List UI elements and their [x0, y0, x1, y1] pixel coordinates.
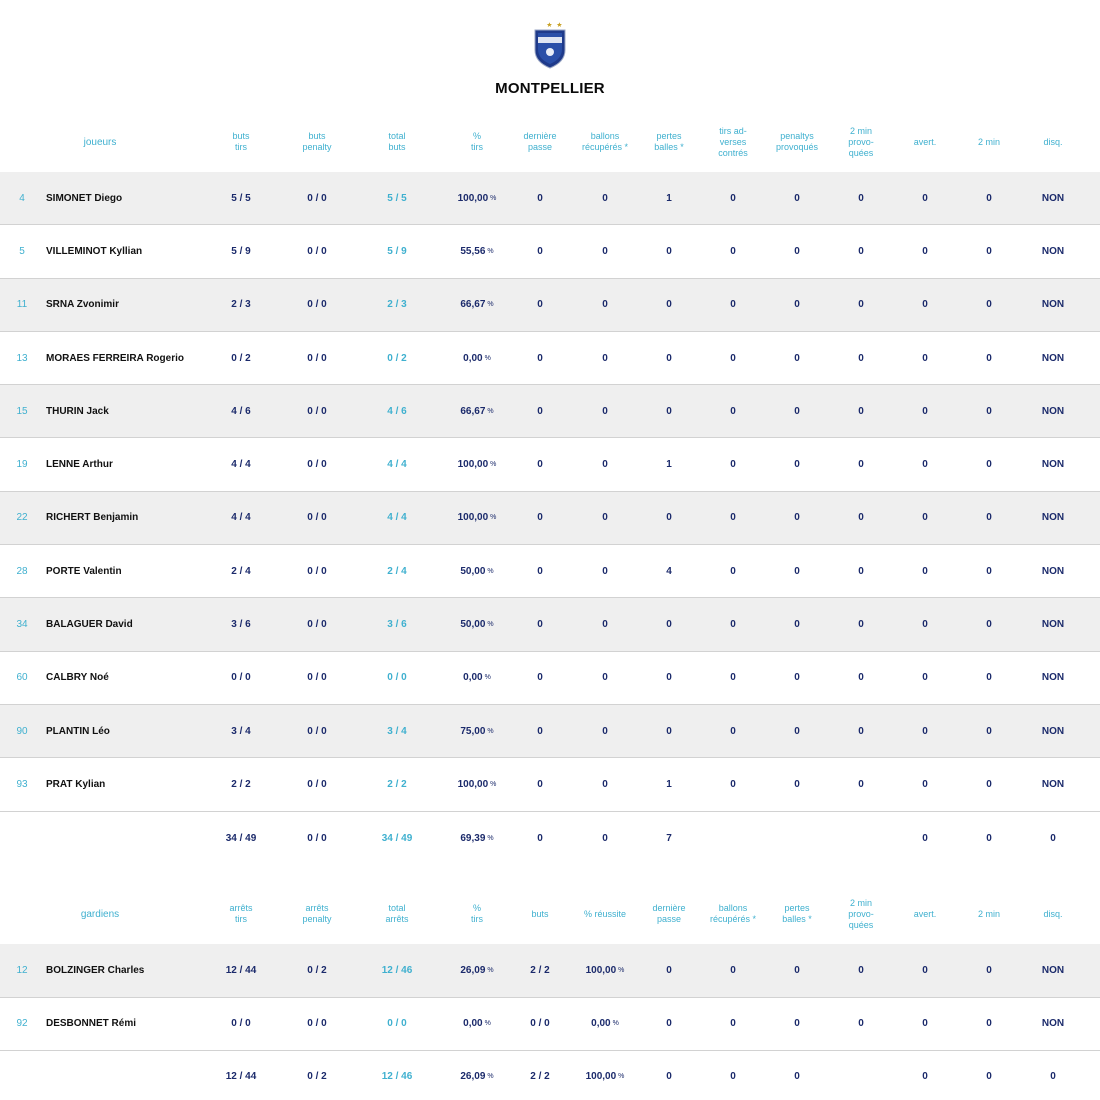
- player-tac: 0: [730, 565, 736, 577]
- player-tac: 0: [730, 245, 736, 257]
- keeper-dp: 0: [666, 1018, 672, 1030]
- keeper-mp: 0: [858, 1018, 864, 1030]
- player-mp: 0: [858, 778, 864, 790]
- player-br: 0: [602, 405, 608, 417]
- keepers-header-col: dernière passe: [652, 903, 686, 924]
- player-total: 2 / 2: [387, 778, 407, 790]
- player-penalty: 0 / 0: [307, 459, 327, 471]
- players-header-col: buts penalty: [302, 131, 332, 152]
- players-header-col: 2 min provo- quées: [848, 125, 874, 158]
- keepers-total-avert: 0: [922, 1070, 928, 1082]
- player-dp: 0: [537, 565, 543, 577]
- players-total-pp: [766, 812, 828, 864]
- player-number: 5: [19, 245, 25, 257]
- player-mp: 0: [858, 512, 864, 524]
- keepers-total-arrets: 12 / 44: [225, 1070, 257, 1082]
- player-mp: 0: [858, 725, 864, 737]
- player-br: 0: [602, 725, 608, 737]
- player-number: 15: [16, 405, 28, 417]
- player-row: [0, 545, 1100, 598]
- keeper-avert: 0: [922, 1018, 928, 1030]
- keeper-pb: 0: [794, 1018, 800, 1030]
- player-disq: NON: [1041, 299, 1065, 311]
- player-number: 13: [16, 352, 28, 364]
- player-pct: 50,00 %: [460, 619, 494, 631]
- player-mp: 0: [858, 619, 864, 631]
- player-min2: 0: [986, 245, 992, 257]
- player-tac: 0: [730, 299, 736, 311]
- player-disq: NON: [1041, 565, 1065, 577]
- player-row: [0, 439, 1100, 492]
- player-pb: 1: [666, 778, 672, 790]
- player-total: 0 / 0: [387, 672, 407, 684]
- player-disq: NON: [1041, 778, 1065, 790]
- player-pb: 0: [666, 405, 672, 417]
- player-mp: 0: [858, 672, 864, 684]
- keeper-penalty: 0 / 2: [307, 964, 327, 976]
- player-tac: 0: [730, 512, 736, 524]
- players-total-total: 34 / 49: [381, 832, 413, 844]
- player-name: THURIN Jack: [46, 405, 109, 417]
- player-disq: NON: [1041, 459, 1065, 471]
- player-buts: 2 / 4: [231, 565, 251, 577]
- players-header-col: penaltys provoqués: [775, 131, 819, 152]
- players-total-mp: [830, 812, 892, 864]
- player-number: 90: [16, 725, 28, 737]
- keeper-disq: NON: [1041, 964, 1065, 976]
- keeper-penalty: 0 / 0: [307, 1018, 327, 1030]
- player-disq: NON: [1041, 512, 1065, 524]
- keeper-avert: 0: [922, 964, 928, 976]
- player-pct: 66,67 %: [460, 405, 494, 417]
- player-disq: NON: [1041, 192, 1065, 204]
- player-tac: 0: [730, 405, 736, 417]
- player-pp: 0: [794, 352, 800, 364]
- player-number: 19: [16, 459, 28, 471]
- player-avert: 0: [922, 725, 928, 737]
- player-min2: 0: [986, 405, 992, 417]
- player-penalty: 0 / 0: [307, 725, 327, 737]
- player-pp: 0: [794, 405, 800, 417]
- player-tac: 0: [730, 619, 736, 631]
- player-min2: 0: [986, 778, 992, 790]
- players-header-col: avert.: [913, 136, 937, 147]
- player-avert: 0: [922, 619, 928, 631]
- player-tac: 0: [730, 725, 736, 737]
- player-row: [0, 598, 1100, 651]
- player-name: CALBRY Noé: [46, 672, 109, 684]
- player-disq: NON: [1041, 672, 1065, 684]
- player-pb: 0: [666, 619, 672, 631]
- player-buts: 4 / 4: [231, 512, 251, 524]
- player-pct: 0,00 %: [463, 672, 491, 684]
- player-pb: 0: [666, 245, 672, 257]
- keepers-total-pct: 26,09 %: [460, 1070, 494, 1082]
- player-name: PRAT Kylian: [46, 778, 106, 790]
- player-row: [0, 279, 1100, 332]
- keeper-arrets: 0 / 0: [231, 1018, 251, 1030]
- player-pp: 0: [794, 778, 800, 790]
- player-disq: NON: [1041, 725, 1065, 737]
- player-disq: NON: [1041, 245, 1065, 257]
- player-pp: 0: [794, 619, 800, 631]
- player-pb: 0: [666, 299, 672, 311]
- keepers-header-col: avert.: [913, 908, 937, 919]
- keepers-total-mp: [830, 1052, 892, 1100]
- player-avert: 0: [922, 405, 928, 417]
- keeper-name: BOLZINGER Charles: [46, 964, 145, 976]
- player-buts: 2 / 3: [231, 299, 251, 311]
- players-total-dp: 0: [537, 832, 543, 844]
- player-pct: 55,56 %: [460, 245, 494, 257]
- keepers-header-row: [0, 890, 1100, 938]
- keepers-total-reussite: 100,00 %: [585, 1070, 625, 1082]
- keeper-min2: 0: [986, 964, 992, 976]
- keeper-pb: 0: [794, 964, 800, 976]
- player-pct: 100,00 %: [457, 512, 497, 524]
- player-dp: 0: [537, 299, 543, 311]
- player-name: RICHERT Benjamin: [46, 512, 139, 524]
- player-penalty: 0 / 0: [307, 619, 327, 631]
- player-avert: 0: [922, 352, 928, 364]
- player-name: BALAGUER David: [46, 619, 133, 631]
- player-pb: 0: [666, 672, 672, 684]
- keepers-header-col: total arrêts: [385, 903, 409, 924]
- keeper-buts: 0 / 0: [530, 1018, 550, 1030]
- players-total-br: 0: [602, 832, 608, 844]
- player-pb: 4: [666, 565, 672, 577]
- player-buts: 0 / 0: [231, 672, 251, 684]
- player-row: [0, 385, 1100, 438]
- player-total: 2 / 3: [387, 299, 407, 311]
- player-penalty: 0 / 0: [307, 245, 327, 257]
- player-buts: 5 / 5: [231, 192, 251, 204]
- players-total-buts: 34 / 49: [225, 832, 257, 844]
- player-min2: 0: [986, 299, 992, 311]
- player-buts: 3 / 6: [231, 619, 251, 631]
- player-dp: 0: [537, 352, 543, 364]
- player-number: 93: [16, 778, 28, 790]
- players-header-col: ballons récupérés *: [581, 131, 629, 152]
- keepers-total-row: [0, 1052, 1100, 1100]
- keepers-header-name: gardiens: [80, 908, 120, 920]
- player-buts: 0 / 2: [231, 352, 251, 364]
- player-dp: 0: [537, 192, 543, 204]
- keepers-total-br: 0: [730, 1070, 736, 1082]
- player-br: 0: [602, 672, 608, 684]
- keeper-br: 0: [730, 1018, 736, 1030]
- player-pp: 0: [794, 245, 800, 257]
- keepers-header-col: ballons récupérés *: [709, 903, 757, 924]
- player-pct: 0,00 %: [463, 352, 491, 364]
- players-total-row: [0, 812, 1100, 864]
- keeper-pct: 26,09 %: [460, 964, 494, 976]
- player-penalty: 0 / 0: [307, 299, 327, 311]
- player-avert: 0: [922, 459, 928, 471]
- player-br: 0: [602, 619, 608, 631]
- player-row: [0, 705, 1100, 758]
- player-row: [0, 225, 1100, 278]
- keeper-number: 92: [16, 1018, 28, 1030]
- player-name: MORAES FERREIRA Rogerio: [46, 352, 184, 364]
- keepers-total-dp: 0: [666, 1070, 672, 1082]
- player-min2: 0: [986, 672, 992, 684]
- players-header-name: joueurs: [83, 136, 117, 148]
- player-dp: 0: [537, 672, 543, 684]
- player-pb: 1: [666, 459, 672, 471]
- player-mp: 0: [858, 245, 864, 257]
- player-buts: 3 / 4: [231, 725, 251, 737]
- player-avert: 0: [922, 192, 928, 204]
- keepers-total-penalty: 0 / 2: [307, 1070, 327, 1082]
- player-penalty: 0 / 0: [307, 565, 327, 577]
- player-total: 4 / 4: [387, 459, 407, 471]
- keeper-reussite: 100,00 %: [585, 964, 625, 976]
- player-mp: 0: [858, 352, 864, 364]
- player-mp: 0: [858, 192, 864, 204]
- keeper-total: 12 / 46: [381, 964, 413, 976]
- player-avert: 0: [922, 512, 928, 524]
- players-total-tac: [702, 812, 764, 864]
- player-penalty: 0 / 0: [307, 778, 327, 790]
- keepers-total-total: 12 / 46: [381, 1070, 413, 1082]
- player-penalty: 0 / 0: [307, 192, 327, 204]
- player-pct: 100,00 %: [457, 778, 497, 790]
- player-min2: 0: [986, 512, 992, 524]
- player-total: 4 / 6: [387, 405, 407, 417]
- players-total-min2: 0: [986, 832, 992, 844]
- player-number: 4: [19, 192, 25, 204]
- keepers-total-buts: 2 / 2: [530, 1070, 550, 1082]
- player-pp: 0: [794, 725, 800, 737]
- player-mp: 0: [858, 299, 864, 311]
- keeper-br: 0: [730, 964, 736, 976]
- keeper-dp: 0: [666, 964, 672, 976]
- player-br: 0: [602, 245, 608, 257]
- player-total: 0 / 2: [387, 352, 407, 364]
- player-pb: 0: [666, 512, 672, 524]
- player-pp: 0: [794, 459, 800, 471]
- player-name: SIMONET Diego: [46, 192, 123, 204]
- player-name: LENNE Arthur: [46, 459, 113, 471]
- player-pct: 50,00 %: [460, 565, 494, 577]
- players-total-penalty: 0 / 0: [307, 832, 327, 844]
- player-min2: 0: [986, 352, 992, 364]
- player-name: PORTE Valentin: [46, 565, 122, 577]
- players-header-col: 2 min: [977, 136, 1000, 147]
- player-name: VILLEMINOT Kyllian: [46, 245, 143, 257]
- keeper-buts: 2 / 2: [530, 964, 550, 976]
- keeper-arrets: 12 / 44: [225, 964, 257, 976]
- player-pb: 0: [666, 352, 672, 364]
- player-buts: 2 / 2: [231, 778, 251, 790]
- player-name: SRNA Zvonimir: [46, 299, 119, 311]
- player-total: 5 / 9: [387, 245, 407, 257]
- player-buts: 4 / 4: [231, 459, 251, 471]
- players-total-pct: 69,39 %: [460, 832, 494, 844]
- player-pct: 66,67 %: [460, 299, 494, 311]
- players-header-col: disq.: [1043, 136, 1063, 147]
- player-min2: 0: [986, 459, 992, 471]
- player-mp: 0: [858, 565, 864, 577]
- team-name: MONTPELLIER: [495, 80, 605, 97]
- team-header: [0, 0, 1100, 110]
- player-min2: 0: [986, 192, 992, 204]
- player-row: [0, 758, 1100, 811]
- players-header-col: % tirs: [471, 131, 483, 152]
- player-pp: 0: [794, 672, 800, 684]
- keepers-total-min2: 0: [986, 1070, 992, 1082]
- player-dp: 0: [537, 778, 543, 790]
- player-pp: 0: [794, 299, 800, 311]
- keepers-header-col: % tirs: [471, 903, 483, 924]
- player-total: 4 / 4: [387, 512, 407, 524]
- player-mp: 0: [858, 459, 864, 471]
- player-avert: 0: [922, 778, 928, 790]
- players-header-col: total buts: [388, 131, 406, 152]
- player-penalty: 0 / 0: [307, 405, 327, 417]
- player-pb: 1: [666, 192, 672, 204]
- keeper-min2: 0: [986, 1018, 992, 1030]
- player-dp: 0: [537, 459, 543, 471]
- player-pp: 0: [794, 565, 800, 577]
- player-number: 11: [16, 299, 28, 311]
- players-header-col: dernière passe: [523, 131, 557, 152]
- player-pp: 0: [794, 512, 800, 524]
- keeper-row: [0, 944, 1100, 998]
- player-pct: 100,00 %: [457, 192, 497, 204]
- players-header-col: buts tirs: [232, 131, 250, 152]
- player-br: 0: [602, 352, 608, 364]
- player-number: 60: [16, 672, 28, 684]
- player-pct: 75,00 %: [460, 725, 494, 737]
- player-name: PLANTIN Léo: [46, 725, 110, 737]
- keepers-header-col: 2 min provo- quées: [848, 897, 874, 930]
- keeper-disq: NON: [1041, 1018, 1065, 1030]
- players-header-row: [0, 118, 1100, 166]
- keepers-header-col: disq.: [1043, 908, 1063, 919]
- player-dp: 0: [537, 245, 543, 257]
- player-br: 0: [602, 299, 608, 311]
- player-row: [0, 172, 1100, 225]
- player-br: 0: [602, 459, 608, 471]
- player-total: 5 / 5: [387, 192, 407, 204]
- player-min2: 0: [986, 619, 992, 631]
- player-tac: 0: [730, 352, 736, 364]
- players-header-col: pertes balles *: [654, 131, 684, 152]
- player-avert: 0: [922, 245, 928, 257]
- player-buts: 5 / 9: [231, 245, 251, 257]
- player-br: 0: [602, 565, 608, 577]
- keeper-total: 0 / 0: [387, 1018, 407, 1030]
- player-total: 3 / 4: [387, 725, 407, 737]
- player-min2: 0: [986, 725, 992, 737]
- keeper-row: [0, 998, 1100, 1052]
- keeper-mp: 0: [858, 964, 864, 976]
- player-br: 0: [602, 512, 608, 524]
- players-total-avert: 0: [922, 832, 928, 844]
- keepers-header-col: arrêts tirs: [229, 903, 253, 924]
- player-dp: 0: [537, 405, 543, 417]
- player-min2: 0: [986, 565, 992, 577]
- keepers-header-col: 2 min: [977, 908, 1000, 919]
- keeper-name: DESBONNET Rémi: [46, 1018, 137, 1030]
- player-tac: 0: [730, 672, 736, 684]
- keepers-header-col: pertes balles *: [782, 903, 812, 924]
- player-penalty: 0 / 0: [307, 352, 327, 364]
- player-pb: 0: [666, 725, 672, 737]
- keepers-header-col: arrêts penalty: [302, 903, 332, 924]
- keepers-header-col: buts: [531, 908, 549, 919]
- player-total: 2 / 4: [387, 565, 407, 577]
- player-disq: NON: [1041, 619, 1065, 631]
- player-penalty: 0 / 0: [307, 672, 327, 684]
- player-row: [0, 332, 1100, 385]
- player-number: 22: [16, 512, 28, 524]
- players-header-col: tirs ad- verses contrés: [718, 125, 748, 158]
- player-row: [0, 492, 1100, 545]
- player-number: 34: [16, 619, 28, 631]
- keepers-total-disq: 0: [1050, 1070, 1056, 1082]
- player-tac: 0: [730, 459, 736, 471]
- player-disq: NON: [1041, 405, 1065, 417]
- player-disq: NON: [1041, 352, 1065, 364]
- keepers-header-col: % réussite: [583, 908, 627, 919]
- keeper-number: 12: [16, 964, 28, 976]
- player-pct: 100,00 %: [457, 459, 497, 471]
- player-br: 0: [602, 778, 608, 790]
- keepers-total-pb: 0: [794, 1070, 800, 1082]
- players-total-pb: 7: [666, 832, 672, 844]
- player-total: 3 / 6: [387, 619, 407, 631]
- player-dp: 0: [537, 725, 543, 737]
- player-buts: 4 / 6: [231, 405, 251, 417]
- club-crest-icon: [530, 20, 570, 70]
- player-penalty: 0 / 0: [307, 512, 327, 524]
- keeper-reussite: 0,00 %: [591, 1018, 619, 1030]
- players-total-disq: 0: [1050, 832, 1056, 844]
- player-mp: 0: [858, 405, 864, 417]
- player-number: 28: [16, 565, 28, 577]
- player-dp: 0: [537, 512, 543, 524]
- player-avert: 0: [922, 565, 928, 577]
- player-br: 0: [602, 192, 608, 204]
- player-row: [0, 652, 1100, 705]
- player-avert: 0: [922, 672, 928, 684]
- keeper-pct: 0,00 %: [463, 1018, 491, 1030]
- player-tac: 0: [730, 192, 736, 204]
- player-tac: 0: [730, 778, 736, 790]
- player-avert: 0: [922, 299, 928, 311]
- player-pp: 0: [794, 192, 800, 204]
- player-dp: 0: [537, 619, 543, 631]
